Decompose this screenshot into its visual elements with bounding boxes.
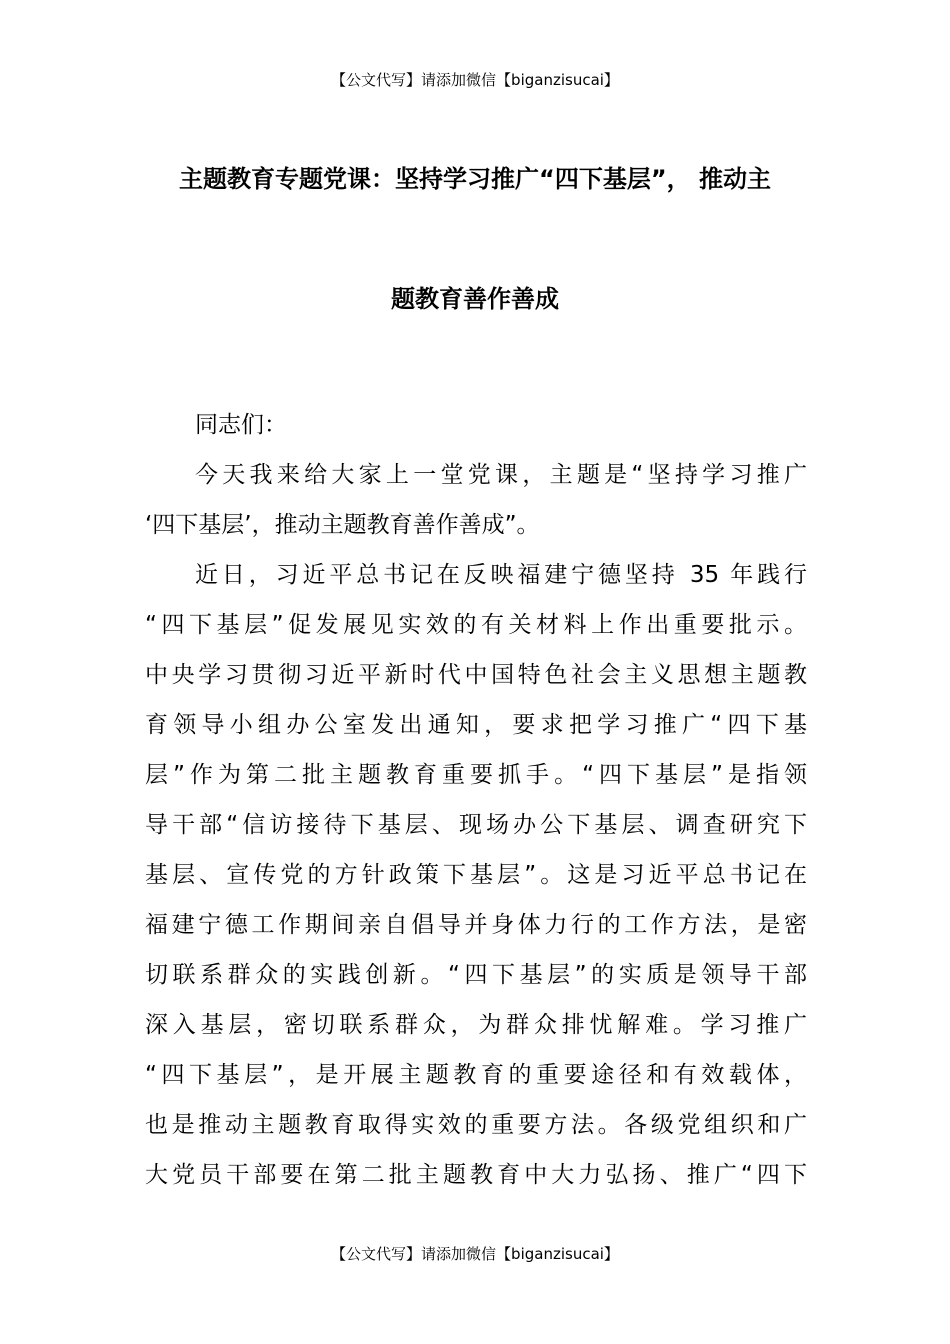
body-line: 中央学习贯彻习近平新时代中国特色社会主义思想主题教 — [145, 662, 807, 688]
body-line: 大党员干部要在第二批主题教育中大力弘扬、推广“四下 — [145, 1162, 807, 1188]
footer-watermark-note: 【公文代写】请添加微信【biganzisucai】 — [331, 1245, 619, 1263]
body-line: 层”作为第二批主题教育重要抓手。“四下基层”是指领 — [145, 762, 807, 788]
body-line: 也是推动主题教育取得实效的重要方法。各级党组织和广 — [145, 1112, 807, 1138]
document-title-line-2: 题教育善作善成 — [391, 285, 559, 313]
body-line: 切联系群众的实践创新。“四下基层”的实质是领导干部 — [145, 962, 807, 988]
body-line: ‘四下基层’，推动主题教育善作善成”。 — [145, 512, 540, 538]
body-line: 近日，习近平总书记在反映福建宁德坚持 35 年践行 — [195, 562, 807, 588]
body-line: 福建宁德工作期间亲自倡导并身体力行的工作方法，是密 — [145, 912, 807, 938]
body-line: 今天我来给大家上一堂党课，主题是“坚持学习推广 — [195, 462, 807, 488]
body-line: 深入基层，密切联系群众，为群众排忧解难。学习推广 — [145, 1012, 807, 1038]
body-line: “四下基层”，是开展主题教育的重要途径和有效载体， — [145, 1062, 807, 1088]
body-line: 基层、宣传党的方针政策下基层”。这是习近平总书记在 — [145, 862, 807, 888]
document-body — [145, 400, 807, 1200]
body-line: 同志们： — [195, 412, 287, 438]
header-watermark-note: 【公文代写】请添加微信【biganzisucai】 — [331, 71, 619, 89]
body-line: 导干部“信访接待下基层、现场办公下基层、调查研究下 — [145, 812, 807, 838]
body-line: “四下基层”促发展见实效的有关材料上作出重要批示。 — [145, 612, 807, 638]
body-line: 育领导小组办公室发出通知，要求把学习推广“四下基 — [145, 712, 807, 738]
document-title-line-1: 主题教育专题党课：坚持学习推广“四下基层”， 推动主 — [179, 165, 771, 193]
